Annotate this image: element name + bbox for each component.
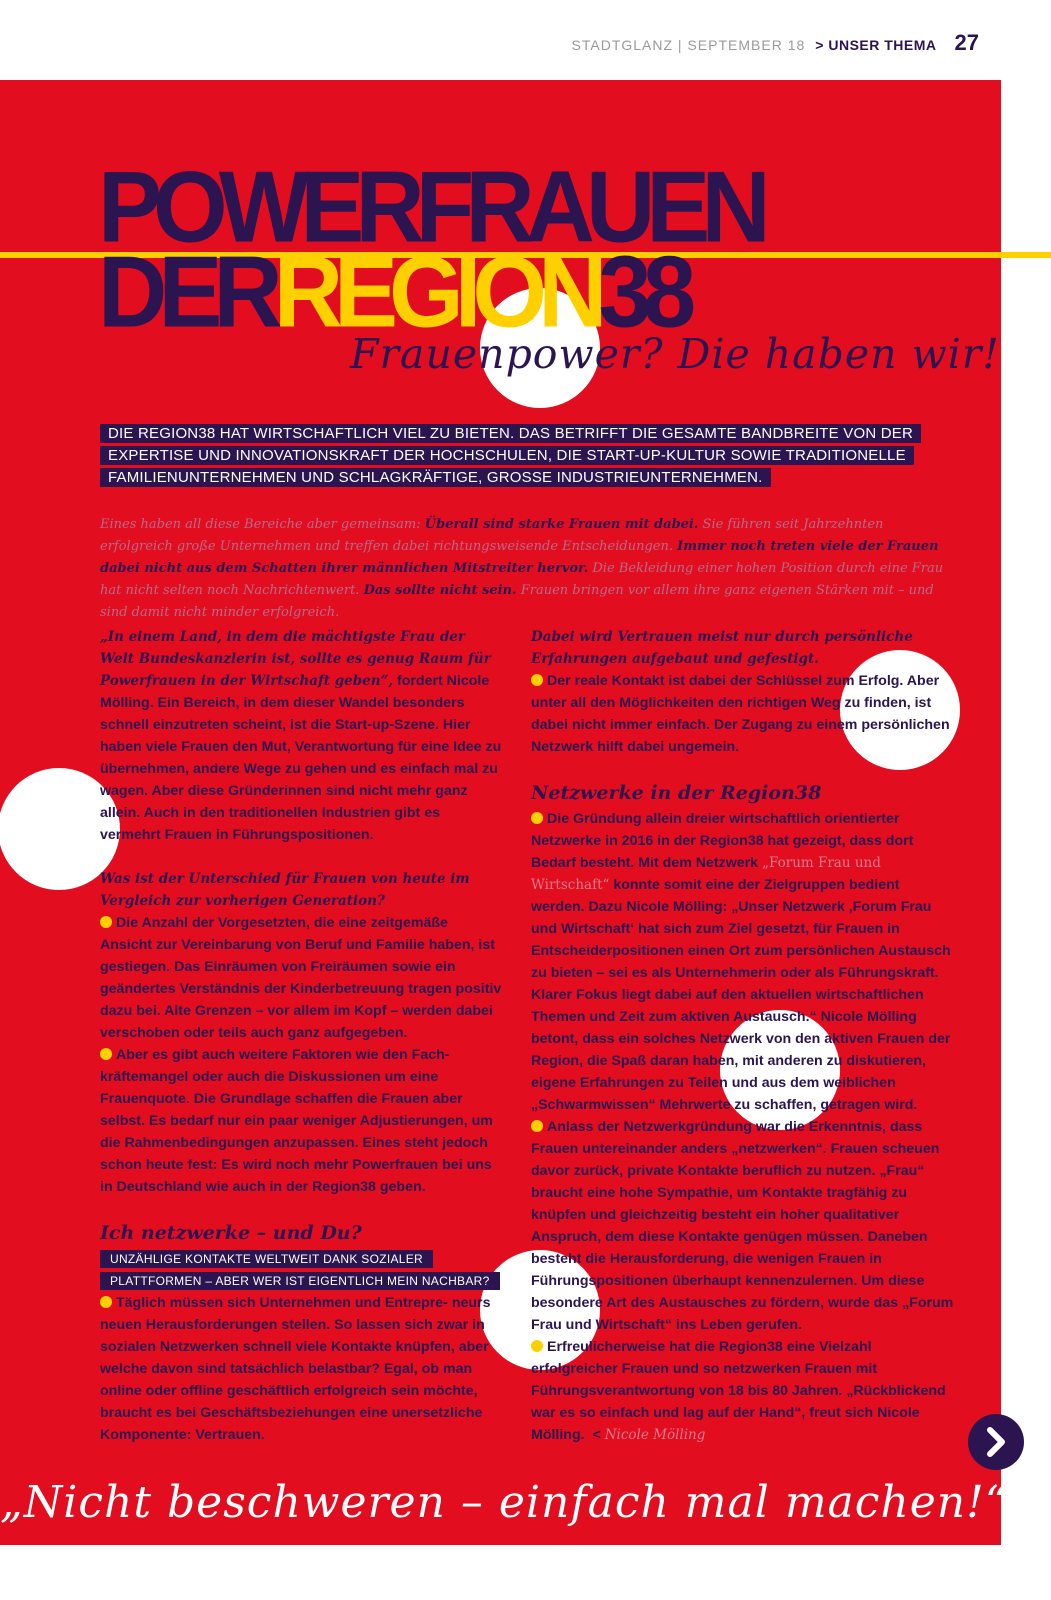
body-text: Die Gründung allein dreier wirtschaftlich orientierter Netzwerke in 2016 in der Region38 hat gezeigt, dass dort Bedarf besteht. Mit dem Netzwerk [531, 811, 914, 871]
chevron-right-icon [968, 1414, 1024, 1470]
paragraph [100, 1292, 502, 1446]
yellow-bullet-icon [100, 916, 112, 928]
author-name: Nicole Mölling [604, 1427, 706, 1443]
paragraph [531, 808, 956, 1116]
yellow-bullet-icon [531, 812, 543, 824]
body-text: Die Anzahl der Vorgesetzten, die eine zeitgemäße Ansicht zur Vereinbarung von Beruf und Familie haben, ist gestiegen. Das Einräumen von Freiräumen sowie ein geändertes Verständnis der Kinderbetreuung tragen positiv dazu bei. Alte Grenzen – vor allem im Kopf – werden dabei verschoben oder teils auch ganz aufgegeben. [100, 915, 502, 1041]
paragraph [531, 670, 956, 758]
paragraph [100, 626, 502, 846]
headline-der: DER [98, 236, 274, 349]
paragraph [100, 912, 502, 1044]
tagline: PLATTFORMEN – ABER WER IST EIGENTLICH MEIN NACHBAR? [100, 1272, 500, 1290]
intro-paragraph [100, 514, 952, 624]
page-number: 27 [954, 30, 979, 55]
yellow-bullet-icon [531, 1120, 543, 1132]
tagline: UNZÄHLIGE KONTAKTE WELTWEIT DANK SOZIALER [100, 1250, 433, 1268]
network-name: „Forum Frau und Wirtschaft“ [531, 855, 881, 893]
intro-text: Sie führen seit Jahrzehnten erfolgreich große Unternehmen und treffen dabei richtungsweisende Entscheidungen. [100, 517, 884, 554]
headline-region: REGION [273, 236, 599, 349]
intro-emphasis: Immer noch treten viele der Frauen dabei nicht aus dem Schatten ihrer männlichen Mitstreiter hervor. [100, 539, 939, 576]
intro-emphasis: Das sollte nicht sein. [363, 583, 517, 598]
intro-text: Die Bekleidung einer hohen Position durch eine Frau hat nicht selten noch Nachrichtenwert. [100, 561, 944, 598]
magazine-issue: STADTGLANZ | SEPTEMBER 18 [571, 37, 806, 53]
yellow-bullet-icon [531, 674, 543, 686]
body-text: fordert Nicole Mölling. Ein Bereich, in dem dieser Wandel besonders schnell einzutreten scheint, ist die Start-up-Szene. Hier haben viele Frauen den Mut, Verantwortung für eine Idee zu übernehmen, andere Wege zu gehen und es einfach mal zu wagen. Aber diese Gründerinnen sind nicht mehr ganz allein. Auch in den traditionellen Industrien gibt es vermehrt Frauen in Führungspositionen. [100, 673, 502, 843]
intro-text: Eines haben all diese Bereiche aber gemeinsam: [100, 517, 425, 532]
page-header [572, 30, 979, 56]
headline-line-1: POWERFRAUEN [98, 151, 762, 264]
lead-paragraph [100, 423, 952, 489]
section-heading: Ich netzwerke – und Du? [100, 1222, 362, 1244]
paragraph [531, 1336, 956, 1446]
right-column [531, 626, 956, 1446]
quote-text: „In einem Land, in dem die mächtigste Frau der Welt Bundeskanzlerin ist, sollte es genug Raum für Powerfrauen in der Wirtschaft geben“, [100, 629, 491, 689]
body-text: Aber es gibt auch weitere Faktoren wie den Fach- kräftemangel oder auch die Diskussionen um eine Frauenquote. Die Grundlage schaffen die Frauen aber selbst. Es bedarf nur ein paar weniger Adjustierungen, um die Rahmenbedingungen anzupassen. Eines steht jedoch schon heute fest: Es wird noch mehr Powerfrauen bei uns in Deutschland wie auch in der Region38 geben. [100, 1047, 493, 1195]
lead-text: DIE REGION38 HAT WIRTSCHAFTLICH VIEL ZU BIETEN. DAS BETRIFFT DIE GESAMTE BANDBREITE VON DER EXPERTISE UND INNOVATIONSKRAFT DER HOCHSCHULEN, DIE START-UP-KULTUR SOWIE TRADITIONELLE FAMILIENUNTERNEHMEN UND SCHLAGKRÄFTIGE, GROSSE INDUSTRIEUNTERNEHMEN. [100, 424, 921, 487]
subtitle: Frauenpower? Die haben wir! [350, 330, 1000, 378]
body-text: konnte somit eine der Zielgruppen bedient werden. Dazu Nicole Mölling: „Unser Netzwerk ‚Forum Frau und Wirtschaft‘ hat sich zum Ziel gesetzt, für Frauen in Entscheiderpositionen einen Ort zum persönlichen Austausch zu bieten – sei es als Unternehmerin oder als Führungskraft. Klarer Fokus liegt dabei auf den aktuellen wirtschaftlichen Themen und Zeit zum aktiven Austausch.“ Nicole Mölling betont, dass ein solches Netzwerk von den aktiven Frauen der Region, die Spaß daran haben, mit anderen zu diskutieren, eigene Erfahrungen zu Teilen und aus dem weiblichen „Schwarmwissen“ Mehrwerte zu schaffen, getragen wird. [531, 877, 951, 1113]
next-page-button[interactable] [968, 1414, 1024, 1470]
paragraph [531, 1116, 956, 1336]
headline-38: 38 [598, 236, 688, 349]
intro-emphasis: Überall sind starke Frauen mit dabei. [424, 517, 699, 532]
body-text: Anlass der Netzwerkgründung war die Erkenntnis, dass Frauen untereinander anders „netzwerken“. Frauen scheuen davor zurück, private Kontakte beruflich zu nutzen. „Frau“ braucht eine hohe Sympathie, um Kontakte tragfähig zu knüpfen und gleichzeitig besteht ein hoher qualitativer Anspruch, dem diese Kontakte genügen müssen. Daneben besteht die Herausforderung, die wenigen Frauen in Führungspositionen überhaupt kennenzulernen. Um diese besondere Art des Austausches zu fördern, wurde das „Forum Frau und Wirtschaft“ ins Leben gerufen. [531, 1119, 954, 1333]
yellow-bullet-icon [100, 1296, 112, 1308]
yellow-bullet-icon [531, 1340, 543, 1352]
left-column [100, 626, 502, 1446]
pull-quote: „Nicht beschweren – einfach mal machen!“ [0, 1477, 1009, 1528]
body-text: Erfreulicherweise hat die Region38 eine Vielzahl erfolgreicher Frauen und so netzwerken Frauen mit Führungsverantwortung von 18 bis 80 Jahren. „Rückblickend war es so einfach und lag auf der Hand“, freut sich Nicole Mölling. [531, 1339, 946, 1443]
body-text: Täglich müssen sich Unternehmen und Entrepre- neurs neuen Herausforderungen stellen. So lassen sich zwar in sozialen Netzwerken schnell viele Kontakte knüpfen, aber welche davon sind tatsächlich belastbar? Egal, ob man online oder offline geschäftlich erfolgreich sein möchte, braucht es bei Geschäftsbeziehungen eine unersetzliche Komponente: Vertrauen. [100, 1295, 491, 1443]
paragraph: Dabei wird Vertrauen meist nur durch persönliche Erfahrungen aufgebaut und gefestigt. [531, 629, 913, 667]
headline-line-2 [98, 236, 688, 349]
section-heading: Netzwerke in der Region38 [531, 782, 822, 804]
paragraph [100, 1044, 502, 1198]
section-label: > UNSER THEMA [815, 37, 937, 53]
intro-text: Frauen bringen vor allem ihre ganz eigenen Stärken mit – und sind damit nicht minder erfolgreich. [100, 583, 934, 620]
yellow-bullet-icon [100, 1048, 112, 1060]
body-text: Der reale Kontakt ist dabei der Schlüssel zum Erfolg. Aber unter all den Möglichkeiten den richtigen Weg zu finden, ist dabei nicht immer einfach. Der Zugang zu einem persönlichen Netzwerk hilft dabei ungemein. [531, 673, 950, 755]
question-heading: Was ist der Unterschied für Frauen von heute im Vergleich zur vorherigen Generation? [100, 871, 470, 909]
author-marker: < [592, 1427, 601, 1443]
